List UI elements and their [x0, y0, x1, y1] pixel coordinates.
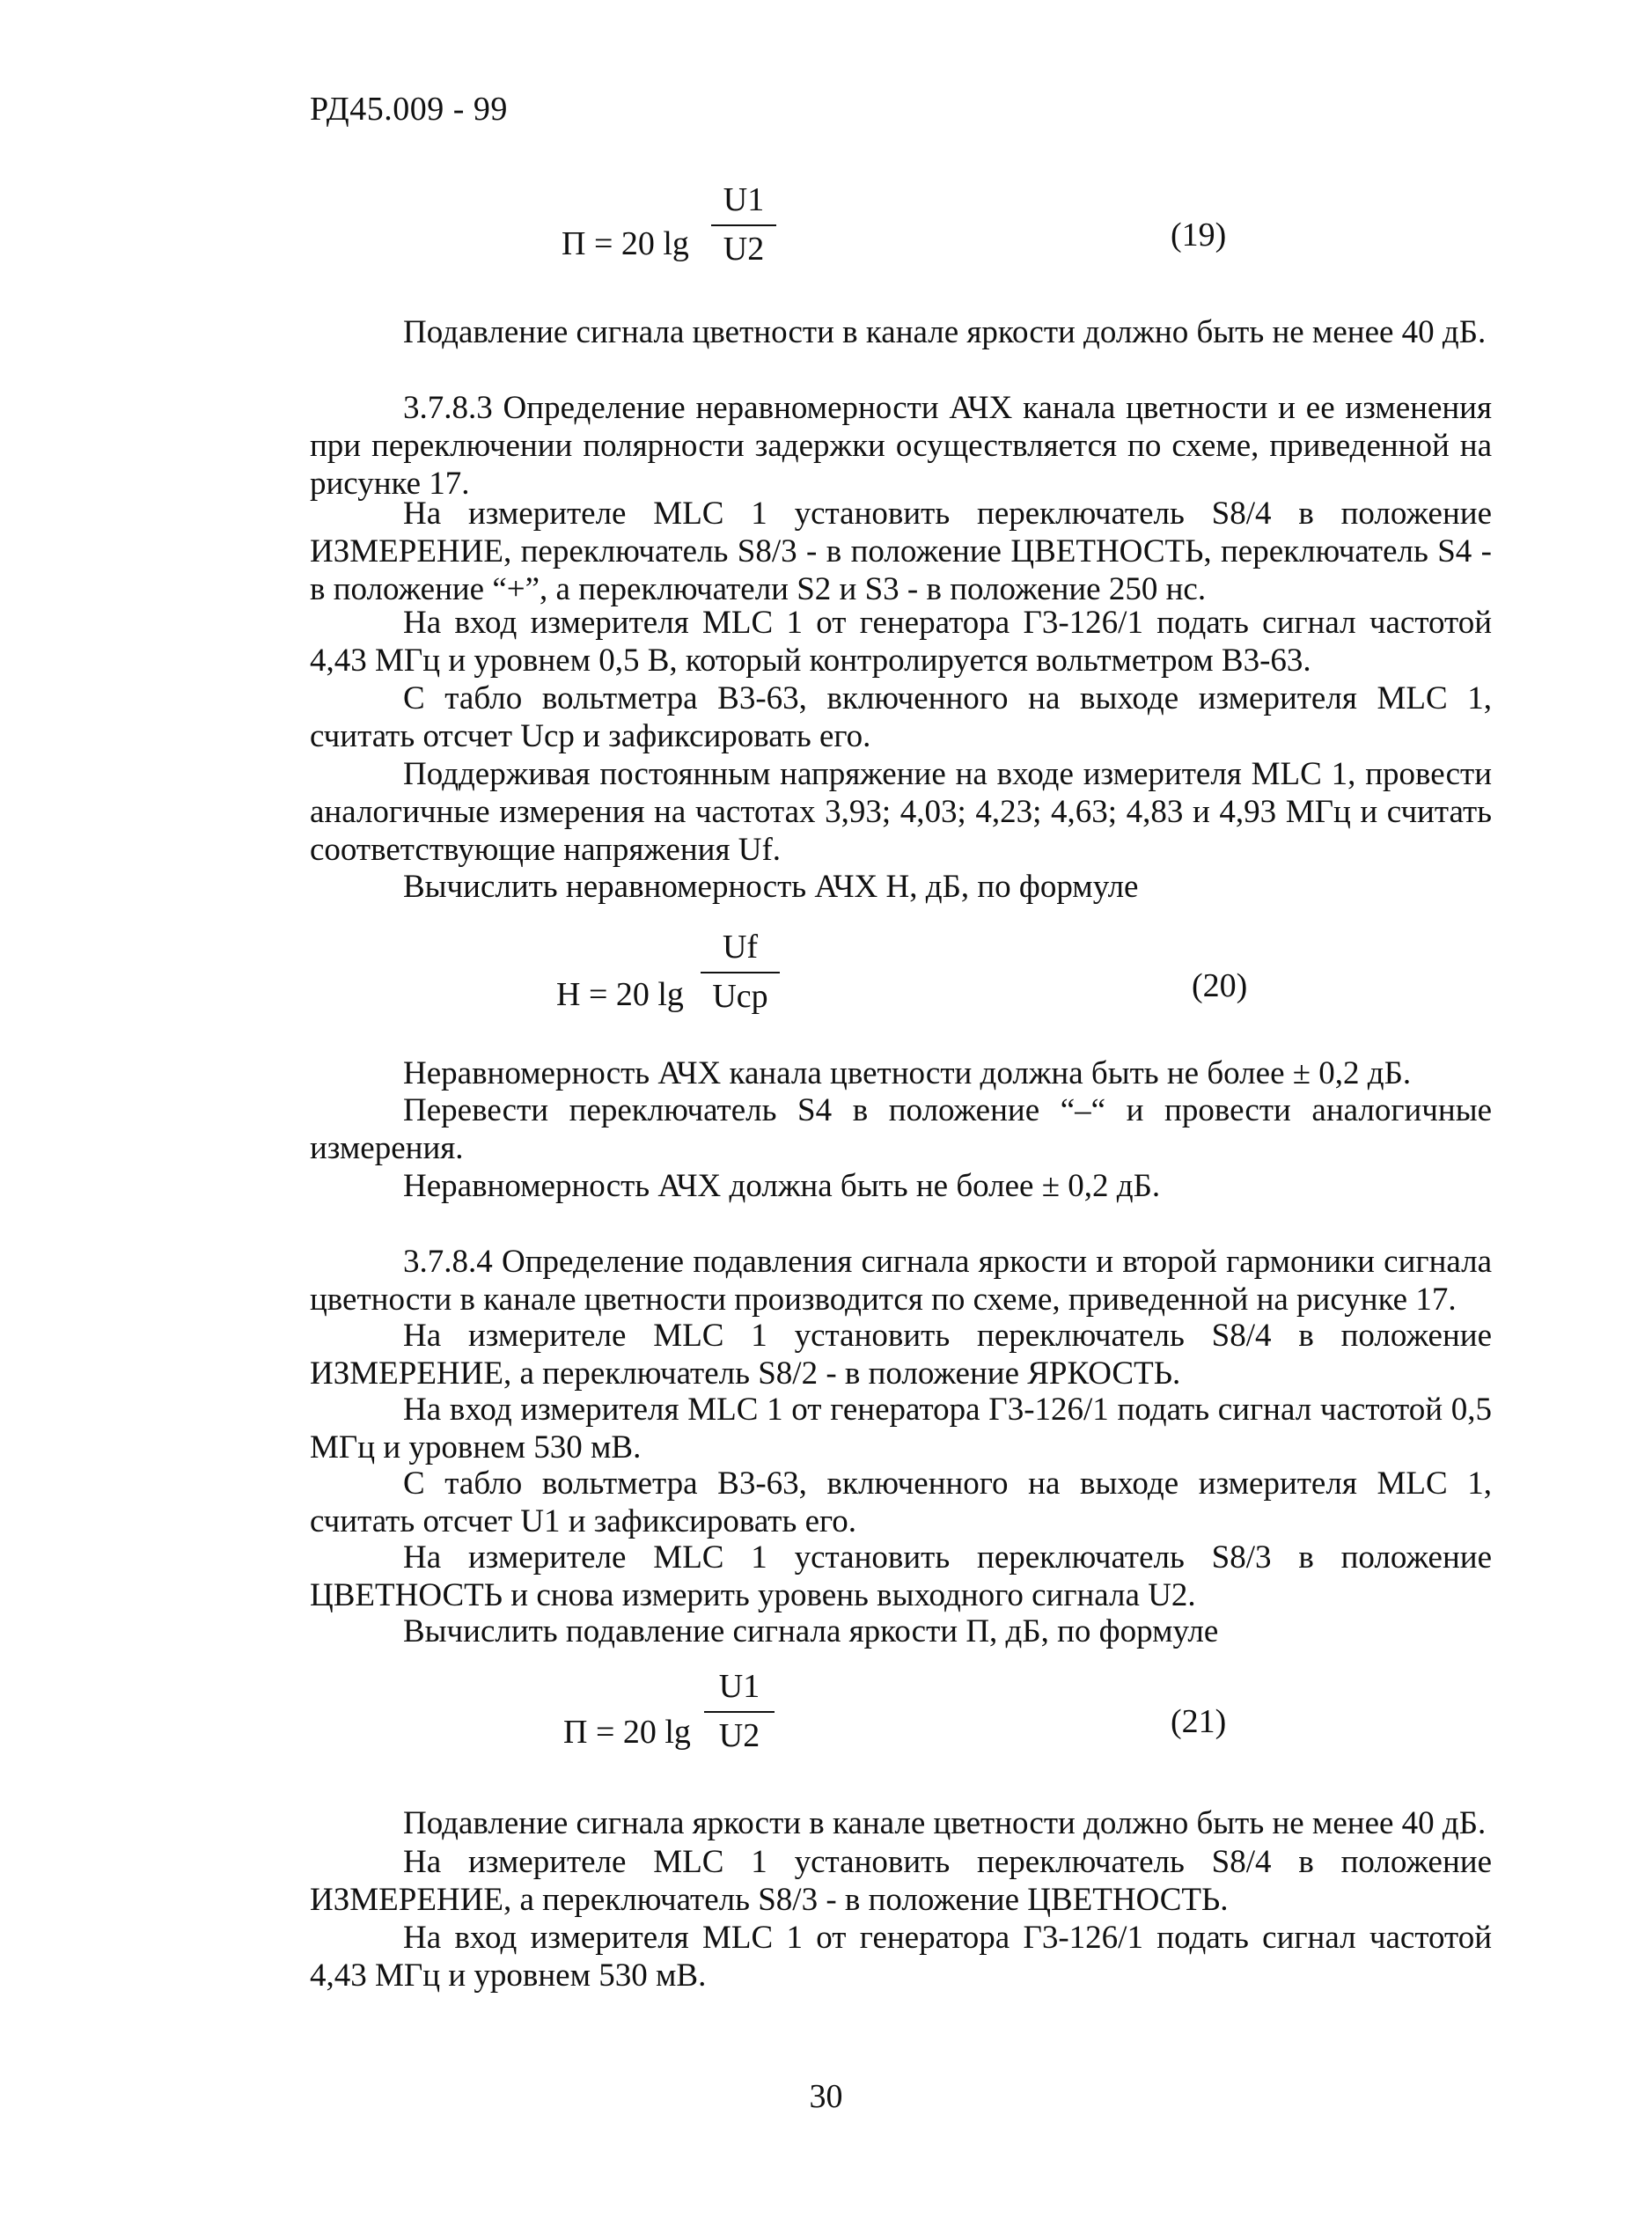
paragraph: На измерителе MLC 1 установить переключатель S8/4 в положение ИЗМЕРЕНИЕ, а переключатель S8/2 - в положение ЯРКОСТЬ.	[310, 1318, 1492, 1392]
paragraph: На измерителе MLC 1 установить переключатель S8/4 в положение ИЗМЕРЕНИЕ, переключатель S8/3 - в положение ЦВЕТНОСТЬ, переключатель S4 - в положение “+”, а переключатели S2 и S3 - в положение 250 нс.	[310, 496, 1492, 607]
formula-number: (21)	[1171, 1703, 1227, 1740]
formula-19	[0, 180, 1652, 312]
formula-numerator: U1	[723, 181, 765, 218]
formula-number: (19)	[1171, 217, 1227, 253]
fraction-bar	[701, 972, 780, 973]
paragraph: Поддерживая постоянным напряжение на входе измерителя MLC 1, провести аналогичные измерения на частотах 3,93; 4,03; 4,23; 4,63; 4,83 и 4,93 МГц и считать соответствующие напряжения Uf.	[310, 756, 1492, 868]
formula-fraction	[701, 928, 780, 1016]
formula-fraction	[711, 180, 776, 268]
formula-lhs: П = 20 lg	[562, 225, 689, 262]
paragraph: На вход измерителя MLC 1 от генератора Г3-126/1 подать сигнал частотой 0,5 МГц и уровнем 530 мВ.	[310, 1392, 1492, 1465]
paragraph: 3.7.8.4 Определение подавления сигнала яркости и второй гармоники сигнала цветности в канале цветности производится по схеме, приведенной на рисунке 17.	[310, 1244, 1492, 1318]
formula-denominator: U2	[718, 1717, 760, 1754]
paragraph: 3.7.8.3 Определение неравномерности АЧХ канала цветности и ее изменения при переключении полярности задержки осуществляется по схеме, приведенной на рисунке 17.	[310, 390, 1492, 502]
formula-lhs: Н = 20 lg	[556, 976, 684, 1013]
paragraph: Вычислить неравномерность АЧХ Н, дБ, по формуле	[403, 869, 1139, 905]
formula-lhs: П = 20 lg	[563, 1714, 691, 1751]
paragraph: На измерителе MLC 1 установить переключатель S8/3 в положение ЦВЕТНОСТЬ и снова измерить уровень выходного сигнала U2.	[310, 1539, 1492, 1613]
formula-denominator: U2	[723, 231, 765, 268]
formula-number: (20)	[1192, 967, 1248, 1004]
paragraph: Перевести переключатель S4 в положение “–“ и провести аналогичные измерения.	[310, 1092, 1492, 1166]
formula-20	[0, 924, 1652, 1056]
paragraph: С табло вольтметра В3-63, включенного на выходе измерителя MLC 1, считать отсчет Ucp и зафиксировать его.	[310, 680, 1492, 754]
formula-denominator: Ucp	[712, 978, 768, 1015]
paragraph: Подавление сигнала яркости в канале цветности должно быть не менее 40 дБ.	[403, 1805, 1487, 1841]
document-code-header: РД45.009 - 99	[310, 91, 508, 128]
fraction-bar	[704, 1711, 775, 1713]
page-number: 30	[809, 2078, 843, 2115]
formula-21	[0, 1662, 1652, 1794]
formula-fraction	[704, 1667, 775, 1755]
fraction-bar	[711, 224, 776, 226]
formula-numerator: Uf	[722, 929, 759, 966]
paragraph: Вычислить подавление сигнала яркости П, дБ, по формуле	[403, 1613, 1219, 1649]
paragraph: На измерителе MLC 1 установить переключатель S8/4 в положение ИЗМЕРЕНИЕ, а переключатель S8/3 - в положение ЦВЕТНОСТЬ.	[310, 1844, 1492, 1918]
paragraph: На вход измерителя MLC 1 от генератора Г3-126/1 подать сигнал частотой 4,43 МГц и уровнем 530 мВ.	[310, 1920, 1492, 1994]
paragraph: Подавление сигнала цветности в канале яркости должно быть не менее 40 дБ.	[403, 314, 1487, 350]
paragraph: На вход измерителя MLC 1 от генератора Г3-126/1 подать сигнал частотой 4,43 МГц и уровнем 0,5 В, который контролируется вольтметром В3-63.	[310, 605, 1492, 679]
paragraph: Неравномерность АЧХ канала цветности должна быть не более ± 0,2 дБ.	[403, 1055, 1412, 1091]
formula-numerator: U1	[718, 1668, 760, 1705]
paragraph: Неравномерность АЧХ должна быть не более ± 0,2 дБ.	[403, 1168, 1161, 1204]
paragraph: С табло вольтметра В3-63, включенного на выходе измерителя MLC 1, считать отсчет U1 и зафиксировать его.	[310, 1465, 1492, 1539]
